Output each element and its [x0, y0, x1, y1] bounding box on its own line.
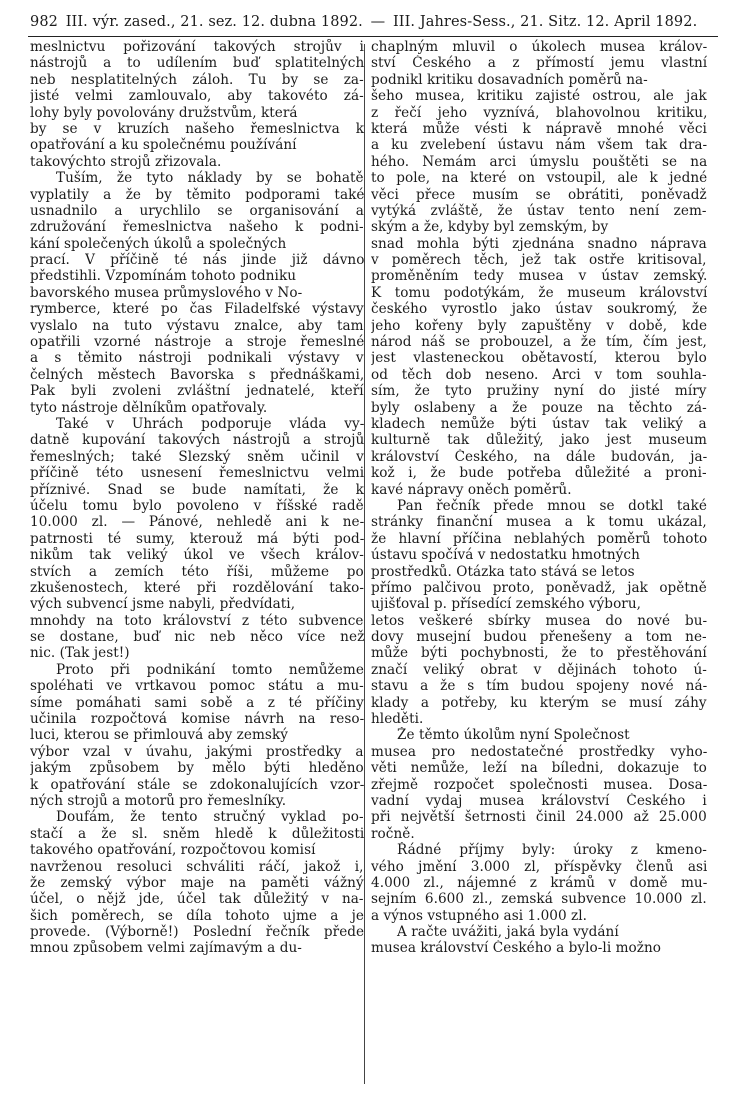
- text-line: vých subvencí jsme nabyli, předvídati,: [30, 596, 296, 613]
- text-line: jest vlasteneckou obětavostí, kterou bylo: [371, 350, 707, 367]
- text-line: ných strojů a motorů pro řemeslníky.: [30, 792, 287, 809]
- text-line: nikům tak veliký úkol ve všech králov-: [30, 547, 364, 564]
- text-line: sejním 6.600 zl., zemská subvence 10.000 zl.: [371, 891, 707, 908]
- text-line: tyto nástroje dělníkům opatřovaly.: [30, 399, 268, 416]
- text-line: meslnictvu pořizování takových strojův i: [30, 39, 364, 55]
- text-line: chaplným mluvil o úkolech musea králov-: [371, 39, 707, 55]
- text-line: musea pro nedostatečné prostředky vyho-: [371, 743, 707, 760]
- page-header: [30, 10, 720, 34]
- text-line: národ náš se probouzel, a že tím, čím jest,: [371, 334, 707, 351]
- text-line: kání společených úkolů a společných: [30, 235, 287, 252]
- text-line: že zemský výbor maje na paměti vážný: [30, 874, 364, 891]
- text-line: nic. (Tak jest!): [30, 645, 130, 662]
- text-line: síme pomáhati sami sobě a z té příčiny: [30, 694, 364, 711]
- text-line: kulturně tak důležitý, jako jest museum: [371, 432, 707, 449]
- text-line: hého. Nemám arci úmyslu pouštěti se na: [371, 153, 707, 170]
- text-line: zřejmě rozpočet společnosti musea. Dosa-: [371, 776, 707, 793]
- text-line: provede. (Výborně!) Poslední řečník přede: [30, 924, 364, 941]
- text-line: Také v Uhrách podporuje vláda vy-: [56, 415, 364, 432]
- text-line: neb nesplatitelných záloh. Tu by se za-: [30, 71, 364, 88]
- text-line: zkušenostech, které při rozdělování tako-: [30, 579, 364, 596]
- text-line: opatřili vzorné nástroje a stroje řemeslné: [30, 334, 364, 351]
- text-line: opatřování a ku společnému používání: [30, 137, 297, 154]
- text-line: ujišťoval p. přísedící zemského výboru,: [371, 596, 642, 613]
- text-line: království Českého, na dále budován, ja-: [371, 448, 707, 465]
- text-line: prostředků. Otázka tato stává se letos: [371, 563, 635, 580]
- text-line: řemeslných; také Slezský sněm učinil v: [30, 448, 364, 465]
- text-line: to pole, na které on vstoupil, ale k jedné: [371, 170, 707, 187]
- text-line: musea království Českého a bylo-li možno: [371, 940, 662, 957]
- text-line: letos veškeré sbírky musea do nové bu-: [371, 612, 707, 629]
- text-line: jisté velmi zamlouvalo, aby takovéto zá-: [30, 88, 364, 105]
- text-line: vadní vydaj musea království Českého i: [371, 792, 707, 809]
- session-info-czech: III. výr. zased., 21. sez. 12. dubna 1892.: [65, 14, 363, 30]
- text-line: patrnosti té sumy, kterouž má býti pod-: [30, 530, 364, 547]
- text-line: lohy byly povolovány družstvům, která: [30, 104, 298, 121]
- text-line: takovýchto strojů zřizovala.: [30, 153, 222, 170]
- text-line: stačí a že sl. sněm hledě k důležitosti: [30, 825, 364, 842]
- text-line: vytýká zvláště, že ústav tento není zem-: [371, 202, 707, 219]
- text-line: stránky finanční musea a k tomu ukázal,: [371, 514, 707, 531]
- text-line: značí veliký obrat v dějinách tohoto ú-: [371, 661, 707, 678]
- text-line: luci, kterou se přimlouvá aby zemský: [30, 727, 288, 744]
- text-line: příznivé. Snad se bude namítati, že k: [30, 481, 364, 498]
- text-line: K tomu podotýkám, že museum království: [371, 284, 707, 301]
- text-line: rymberce, které po čas Filadelfské výstavy: [30, 301, 364, 318]
- text-line: ústavu spočívá v nedostatku hmotných: [371, 547, 640, 564]
- text-line: hleděti.: [371, 711, 424, 728]
- text-line: snad mohla býti zjednána snadno náprava: [371, 235, 707, 252]
- text-line: předstihli. Vzpomínám tohoto podniku: [30, 268, 297, 285]
- text-line: od těch dob neseno. Arci v tom souhla-: [371, 366, 707, 383]
- text-line: Řádné příjmy byly: úroky z kmeno-: [397, 842, 707, 859]
- text-line: Pak byli zvoleni zvláštní jednatelé, kteří: [30, 383, 364, 400]
- text-line: při největší šetrnosti činil 24.000 až 25.000: [371, 809, 707, 826]
- text-line: Pan řečník přede mnou se dotkl také: [397, 497, 707, 514]
- text-line: by se v kruzích našeho řemeslnictva k: [30, 120, 364, 137]
- text-line: byly oslabeny a že pouze na těchto zá-: [371, 399, 707, 416]
- text-line: v poměrech těch, jež tak ostře kritisoval,: [371, 252, 707, 269]
- column-divider: [364, 44, 365, 1084]
- text-line: ství Českého a z přímostí jemu vlastní: [371, 55, 707, 72]
- text-line: která může vésti k nápravě mnohé věci: [371, 120, 707, 137]
- text-line: ročně.: [371, 825, 415, 842]
- text-line: Proto při podnikání tomto nemůžeme: [56, 661, 364, 678]
- text-line: z řečí jeho vyznívá, blahovolnou kritiku,: [371, 104, 707, 121]
- text-line: Že těmto úkolům nyní Společnost: [397, 727, 630, 744]
- text-line: a ku zvelebení ústavu nám všem tak dra-: [371, 137, 707, 154]
- text-line: bavorského musea průmyslového v No-: [30, 284, 303, 301]
- text-line: jakým způsobem by mělo býti hleděno: [30, 760, 364, 777]
- session-info-german: III. Jahres-Sess., 21. Sitz. 12. April 1892.: [392, 14, 698, 30]
- page-number: 982: [30, 14, 58, 30]
- text-line: může býti pochybnosti, že to přestěhování: [371, 645, 707, 662]
- text-line: dovy musejní budou přenešeny a tom ne-: [371, 629, 707, 646]
- text-line: stavu a že s tím budou spojeny nové ná-: [371, 678, 707, 695]
- text-line: účel, o nějž jde, účel tak důležitý v na-: [30, 891, 364, 908]
- text-line: takového opatřování, rozpočtovou komisí: [30, 842, 316, 859]
- text-line: k opatřování stále se zdokonalujících vzor-: [30, 776, 364, 793]
- text-line: mnohdy na toto království z této subvence: [30, 612, 364, 629]
- text-line: kladech nemůže býti ústav tak veliký a: [371, 415, 707, 432]
- left-column: [30, 39, 364, 957]
- text-line: datně kupování takových nástrojů a strojů: [30, 432, 364, 449]
- text-line: prací. V příčině té nás jinde již dávno: [30, 252, 364, 269]
- text-line: sím, že tyto pružiny nyní do jisté míry: [371, 383, 707, 400]
- text-line: kavé nápravy oněch poměrů.: [371, 481, 572, 498]
- text-line: ským a že, kdyby byl zemským, by: [371, 219, 609, 236]
- text-line: nástrojů a to udílením buď splatitelných: [30, 55, 364, 72]
- text-line: spoléhati ve vrtkavou pomoc státu a mu-: [30, 678, 364, 695]
- text-line: příčině této usnesení řemeslnictvu velmi: [30, 465, 364, 482]
- text-line: proměněním tedy musea v ústav zemský.: [371, 268, 707, 285]
- text-line: A račte uvážiti, jaká byla vydání: [397, 924, 619, 941]
- text-line: čelných městech Bavorska s přednáškami,: [30, 366, 364, 383]
- right-column: [371, 39, 707, 957]
- text-line: se dostane, buď nic neb něco více než: [30, 629, 364, 646]
- text-line: věti nemůže, leží na bíledni, dokazuje to: [371, 760, 707, 777]
- text-line: věci přece musím se obrátiti, poněvadž: [371, 186, 707, 203]
- text-line: kož i, že bude potřeba důležité a proni-: [371, 465, 707, 482]
- text-line: že hlavní příčina neblahých poměrů tohoto: [371, 530, 707, 547]
- text-line: a výnos vstupného asi 1.000 zl.: [371, 907, 588, 924]
- text-line: mnou způsobem velmi zajímavým a du-: [30, 940, 302, 957]
- text-line: účelu tomu bylo povoleno v říšské radě: [30, 497, 364, 514]
- text-line: 10.000 zl. — Pánové, nehledě ani k ne-: [30, 514, 364, 531]
- text-line: usnadnilo a urychlilo se organisování a: [30, 202, 364, 219]
- text-line: stvích a zemích této říši, můžeme po: [30, 563, 364, 580]
- text-line: šich poměrech, se díla tohoto ujme a je: [30, 907, 364, 924]
- text-line: 4.000 zl., nájemné z krámů v domě mu-: [371, 874, 707, 891]
- text-line: jeho kořeny byly zapuštěny v době, kde: [371, 317, 707, 334]
- text-line: navrženou resoluci schváliti ráčí, jakož i,: [30, 858, 364, 875]
- text-line: klady a potřeby, ku kterým se musí záhy: [371, 694, 707, 711]
- text-line: učinila rozpočtová komise návrh na reso-: [30, 711, 364, 728]
- text-line: a s těmito nástroji podnikali výstavy v: [30, 350, 364, 367]
- header-rule: [28, 36, 718, 37]
- text-line: Doufám, že tento stručný vyklad po-: [56, 809, 364, 826]
- text-line: vého jmění 3.000 zl, příspěvky členů asi: [371, 858, 707, 875]
- text-line: Tuším, že tyto náklady by se bohatě: [56, 170, 364, 187]
- text-line: vyslalo na tuto výstavu znalce, aby tam: [30, 317, 364, 334]
- text-line: přímo palčivou proto, poněvadž, jak opětně: [371, 579, 707, 596]
- text-line: vyplatily a že by těmito podporami také: [30, 186, 364, 203]
- text-line: českého vyrostlo jako ústav soukromý, že: [371, 301, 707, 318]
- text-line: výbor vzal v úvahu, jakými prostředky a: [30, 743, 364, 760]
- text-line: šeho musea, kritiku zajisté ostrou, ale jak: [371, 88, 707, 105]
- text-line: združování řemeslnictva našeho k podni-: [30, 219, 364, 236]
- header-dash: —: [370, 14, 386, 30]
- text-line: podnikl kritiku dosavadních poměrů na-: [371, 71, 648, 88]
